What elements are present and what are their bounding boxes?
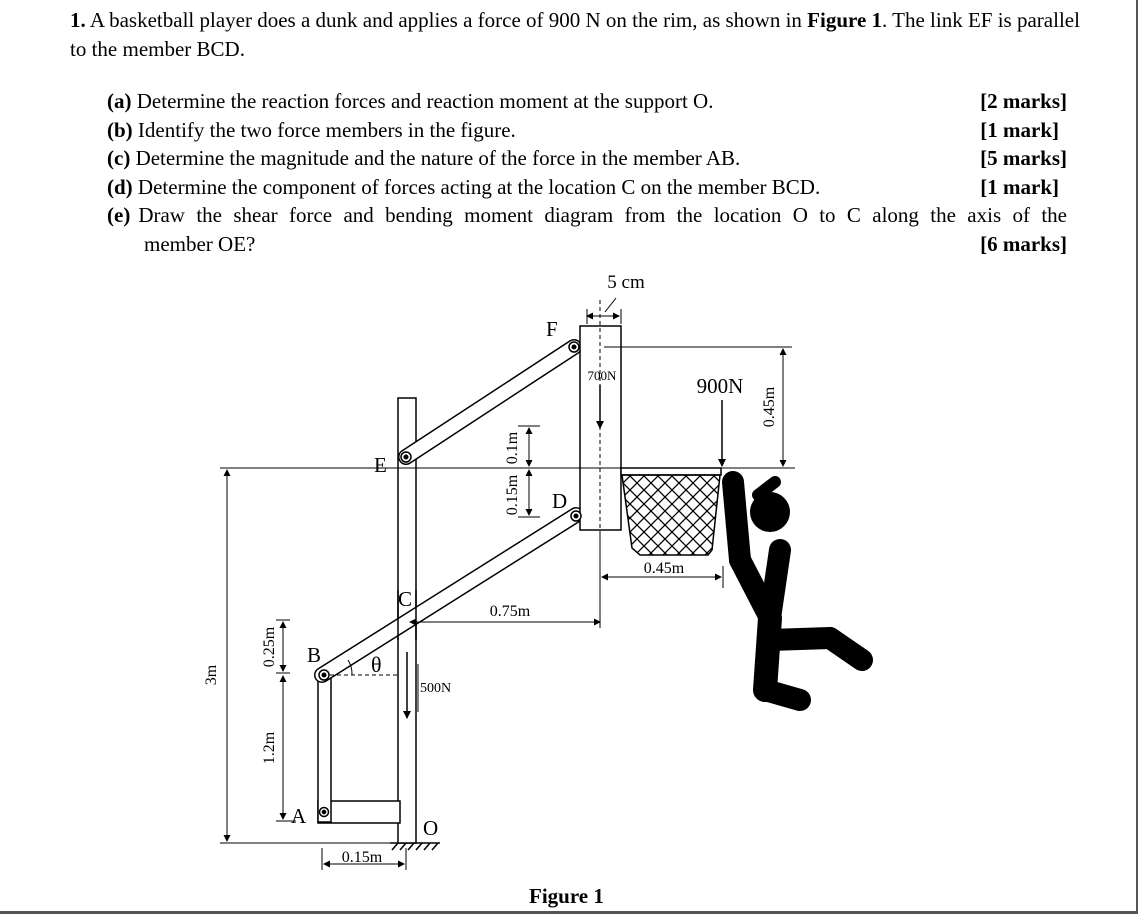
dim-075-label: 0.75m (489, 603, 531, 620)
part-c-text: Determine the magnitude and the nature of the force in the member AB. (135, 146, 741, 170)
ground-hatch (390, 843, 440, 850)
dim-01-label: 0.1m (504, 431, 521, 465)
player-silhouette (733, 482, 862, 700)
label-B: B (307, 643, 322, 667)
figure-reference: Figure 1 (807, 8, 883, 32)
dim-025-label: 0.25m (261, 626, 278, 668)
part-c-marks: [5 marks] (980, 146, 1067, 170)
label-F: F (546, 317, 558, 341)
member-BCD-inner (322, 515, 576, 675)
part-d-text: Determine the component of forces acting at the location C on the member BCD. (137, 174, 821, 199)
label-E: E (374, 453, 387, 477)
part-e-marks: [6 marks] (980, 231, 1067, 256)
intro-text-a: A basketball player does a dunk and applies a force of 900 N on the rim, as shown in (89, 8, 802, 32)
part-d-marks: [1 mark] (980, 174, 1059, 199)
net (622, 475, 720, 555)
force-post-label: 500N (420, 681, 452, 696)
intro-text-b: . The link EF is parallel to the member BCD. (70, 8, 1080, 61)
dim-045-right-label: 0.45m (761, 386, 778, 428)
question-number: 1. (70, 8, 86, 32)
part-d-label: (d) (107, 174, 133, 199)
force-board-label: 700N (587, 368, 617, 383)
part-a-text: Determine the reaction forces and reaction moment at the support O. (136, 89, 714, 113)
part-a-label: (a) (107, 89, 132, 113)
dim-5cm-label: 5 cm (607, 272, 645, 293)
part-a-marks: [2 marks] (980, 89, 1067, 113)
part-e-text-1: Draw the shear force and bending moment diagram from the location O to C along the axis of the (138, 203, 1067, 227)
part-b-text: Identify the two force members in the figure. (137, 117, 516, 142)
angle-label: θ (371, 652, 382, 677)
label-A: A (291, 804, 307, 828)
label-C: C (398, 587, 413, 611)
part-b-label: (b) (107, 117, 133, 142)
part-e-text-2: member OE? (144, 231, 256, 256)
force-rim-label: 900N (696, 374, 744, 398)
label-O: O (423, 816, 439, 840)
dim-045-rim-label: 0.45m (643, 560, 685, 577)
part-e-label: (e) (107, 203, 131, 227)
reference-lines (220, 347, 795, 843)
rim (621, 468, 721, 475)
pin-joints (319, 342, 581, 817)
figure-caption: Figure 1 (529, 884, 604, 908)
label-D: D (552, 489, 568, 513)
part-c-label: (c) (107, 146, 131, 170)
dim-015-label: 0.15m (504, 474, 521, 516)
dim-015-base-label: 0.15m (341, 849, 383, 866)
dim-12-label: 1.2m (261, 731, 278, 765)
dim-3m-label: 3m (203, 664, 220, 686)
member-AB (318, 670, 331, 822)
link-EF-inner (406, 347, 574, 457)
part-b-marks: [1 mark] (980, 117, 1059, 142)
